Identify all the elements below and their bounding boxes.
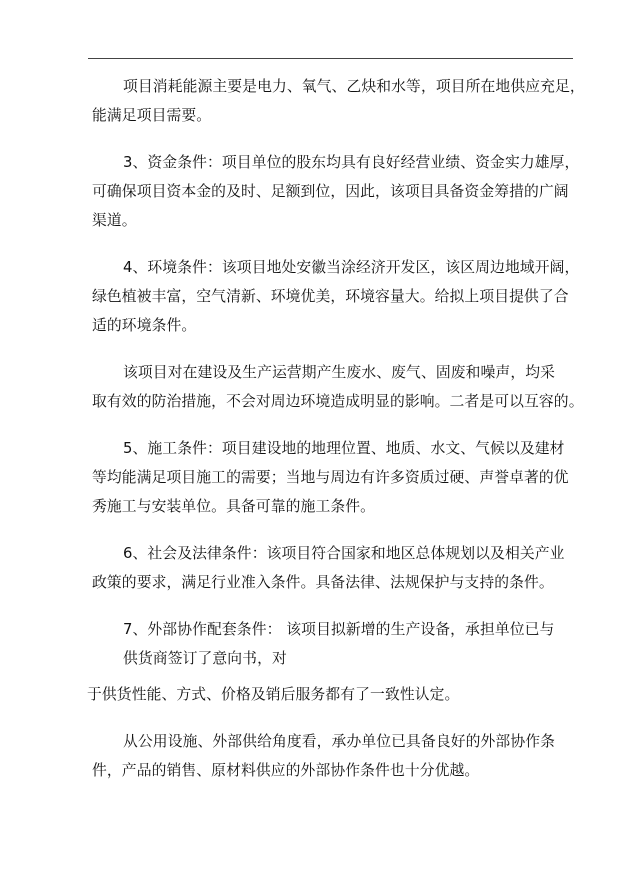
text-line: 可确保项目资本金的及时、足额到位，因此，该项目具备资金筹措的广阔 [92,183,569,200]
text-line: 从公用设施、外部供给角度看，承办单位已具备良好的外部协作条 [123,733,556,750]
text-line: 该项目对在建设及生产运营期产生废水、废气、固废和噪声，均采 [123,364,556,381]
text-line: 适的环境条件。 [92,317,197,334]
document-body [87,72,585,803]
text-line: 等均能满足项目施工的需要；当地与周边有许多资质过硬、声誉卓著的优 [92,469,569,486]
paragraph-pollution [92,358,584,416]
text-line: 7、外部协作配套条件： 该项目拟新增的生产设备，承担单位已与 [123,621,555,638]
paragraph-public-facilities [92,727,570,785]
paragraph-energy [92,72,585,130]
text-line: 5、施工条件：项目建设地的地理位置、地质、水文、气候以及建材 [123,440,565,457]
text-line: 于供货性能、方式、价格及销后服务都有了一致性认定。 [87,686,460,703]
text-line: 件，产品的销售、原材料供应的外部协作条件也十分优越。 [92,762,480,779]
text-line: 秀施工与安装单位。具备可靠的施工条件。 [92,498,376,515]
paragraph-legal [92,539,570,597]
text-line: 4、环境条件：该项目地处安徽当涂经济开发区，该区周边地域开阔， [123,259,580,276]
text-line: 取有效的防治措施，不会对周边环境造成明显的影响。二者是可以互容的。 [92,393,584,410]
text-line: 渠道。 [92,212,137,229]
paragraph-supplier-agreement [87,680,570,709]
paragraph-environment [92,253,580,340]
text-line: 政策的要求，满足行业准入条件。具备法律、法规保护与支持的条件。 [92,574,554,591]
paragraph-construction [92,434,570,521]
text-line: 供货商签订了意向书，对 [123,650,287,667]
paragraph-external-cooperation [92,615,570,673]
text-line: 绿色植被丰富，空气清新、环境优美，环境容量大。给拟上项目提供了合 [92,288,569,305]
text-line: 3、资金条件：项目单位的股东均具有良好经营业绩、资金实力雄厚， [123,154,580,171]
paragraph-funding [92,148,580,235]
text-line: 能满足项目需要。 [92,107,212,124]
text-line: 项目消耗能源主要是电力、氧气、乙炔和水等，项目所在地供应充足， [123,78,585,95]
header-rule [88,58,573,59]
text-line: 6、社会及法律条件：该项目符合国家和地区总体规划以及相关产业 [123,545,565,562]
